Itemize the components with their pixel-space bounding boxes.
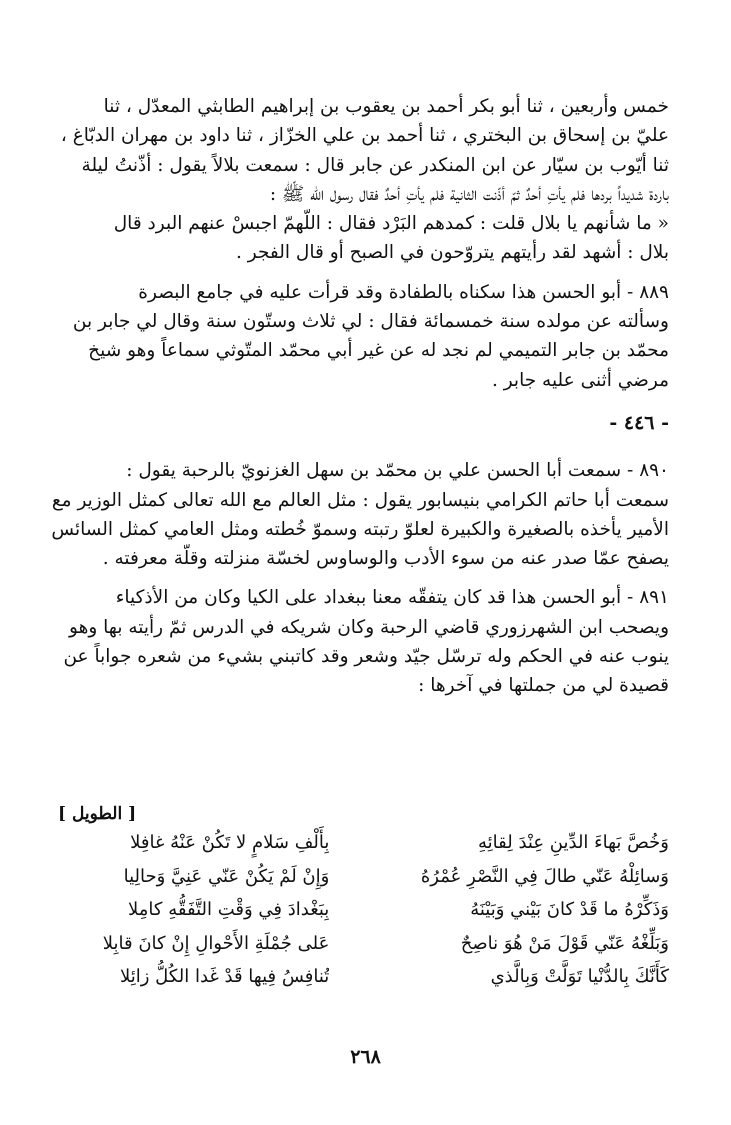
poem-verse — [40, 927, 669, 961]
poem-verse — [40, 960, 669, 994]
poem-meter-label: [ الطويل ] — [58, 804, 137, 824]
text-line: ويصحب ابن الشهرزوري قاضي الرحبة وكان شريكه في الدرس ثمّ رأيته بها وهو — [69, 616, 669, 638]
text-line: ٨٨٩ - أبو الحسن هذا سكناه بالطفادة وقد قرأت عليه في جامع البصرة — [138, 281, 669, 303]
verse-first-hemistich: وَذَكِّرْهُ ما قَدْ كانَ بَيْني وَبَيْنَهُ — [470, 899, 669, 920]
text-line: عليّ بن إسحاق بن البختري ، ثنا أحمد بن علي الخزّاز ، ثنا داود بن مهران الدبّاغ ، — [60, 125, 669, 147]
text-line: ثنا أيّوب بن سيّار عن ابن المنكدر عن جابر قال : سمعت بلالاً يقول : أذّنتُ ليلة — [81, 154, 669, 176]
verse-second-hemistich: وَإِنْ لَمْ يَكُنْ عَنّي عَنِيَّ وَحالِيا — [123, 865, 330, 887]
verse-second-hemistich: بِأَلْفِ سَلامٍ لا تَكُنْ عَنْهُ غافِلا — [130, 832, 330, 853]
entry-890 — [40, 456, 669, 573]
text-line: ٨٩٠ - سمعت أبا الحسن علي بن محمّد بن سهل الغزنويّ بالرحبة يقول : — [126, 460, 669, 482]
entry-891 — [40, 583, 669, 700]
text-line: بلال : أشهد لقد رأيتهم يتروّحون في الصبح أو قال الفجر . — [236, 242, 669, 264]
paragraph-hadith — [40, 92, 669, 268]
text-line: ٨٩١ - أبو الحسن هذا قد كان يتفقّه معنا ببغداد على الكيا وكان من الأذكياء — [115, 587, 669, 609]
poem-verse — [40, 893, 669, 927]
verse-first-hemistich: كَأَنَّكَ بِالدُّنْيا تَوَلَّتْ وَبِالَّذي — [490, 966, 669, 987]
text-line: « ما شأنهم يا بلال قلت : كمدهم البَرْد فقال : اللّهمّ اجبسْ عنهم البرد قال — [113, 213, 669, 235]
entry-889 — [40, 278, 669, 395]
verse-first-hemistich: وَسائِلْهُ عَنّي طالَ فِي النَّصْرِ عُمْرُهُ — [420, 865, 669, 887]
text-line: الأمير يأخذه بالصغيرة والكبيرة لعلوّ رتبته وسموّ خُطته ومثل العامي كمثل السائس — [51, 518, 669, 540]
poem-verse — [40, 826, 669, 860]
verse-second-hemistich: عَلى جُمْلَةِ الأَحْوالِ إِنْ كانَ قابِلا — [102, 932, 330, 954]
text-line: محمّد بن جابر التميمي لم نجد له عن غير أبي محمّد المتّوثي سماعاً وهو شيخ — [88, 340, 669, 362]
verse-first-hemistich: وَبَلِّغْهُ عَنّي قَوْلَ مَنْ هُوَ ناصِحٌ — [460, 932, 669, 954]
text-line: خمس وأربعين ، ثنا أبو بكر أحمد بن يعقوب بن إبراهيم الطابثي المعدّل ، ثنا — [103, 96, 669, 117]
verse-second-hemistich: تُنافِسُ فِيها قَدْ غَدا الكُلُّ زائِلا — [120, 966, 330, 987]
text-line: سمعت أبا حاتم الكرامي بنيسابور يقول : مثل العالم مع الله تعالى كمثل الوزير مع — [51, 489, 669, 511]
section-number-divider: - ٤٤٦ - — [609, 411, 669, 434]
text-line: مرضي أثنى عليه جابر . — [491, 369, 669, 391]
text-line: يصفح عمّا صدر عنه من سوء الأدب والوساوس لخسّة منزلته وقلّة معرفته . — [102, 548, 669, 570]
text-line: باردة شديداً بردها فلم يأتِ أحدٌ ثمّ أذّنت الثانية فلم يأتِ أحدٌ فقال رسول الله ﷺ : — [269, 183, 669, 205]
poem — [40, 826, 669, 994]
verse-second-hemistich: بِبَغْدادَ فِي وَقْتِ التَّفَقُّهِ كامِلا — [128, 899, 330, 920]
verse-first-hemistich: وَخُصَّ بَهاءَ الدِّينِ عِنْدَ لِقائِهِ — [477, 832, 669, 853]
text-line: وسألته عن مولده سنة خمسمائة فقال : لي ثلاث وستّون سنة وقال لي جابر بن — [72, 311, 669, 333]
page-number: ٢٦٨ — [350, 1046, 381, 1068]
text-line: قصيدة لي من جملتها في آخرها : — [418, 675, 669, 697]
poem-verse — [40, 860, 669, 894]
main-text — [40, 92, 669, 701]
text-line: ينوب عنه في الحكم وله ترسّل جيّد وشعر وقد كاتبني بشيء من شعره جواباً عن — [63, 646, 669, 668]
